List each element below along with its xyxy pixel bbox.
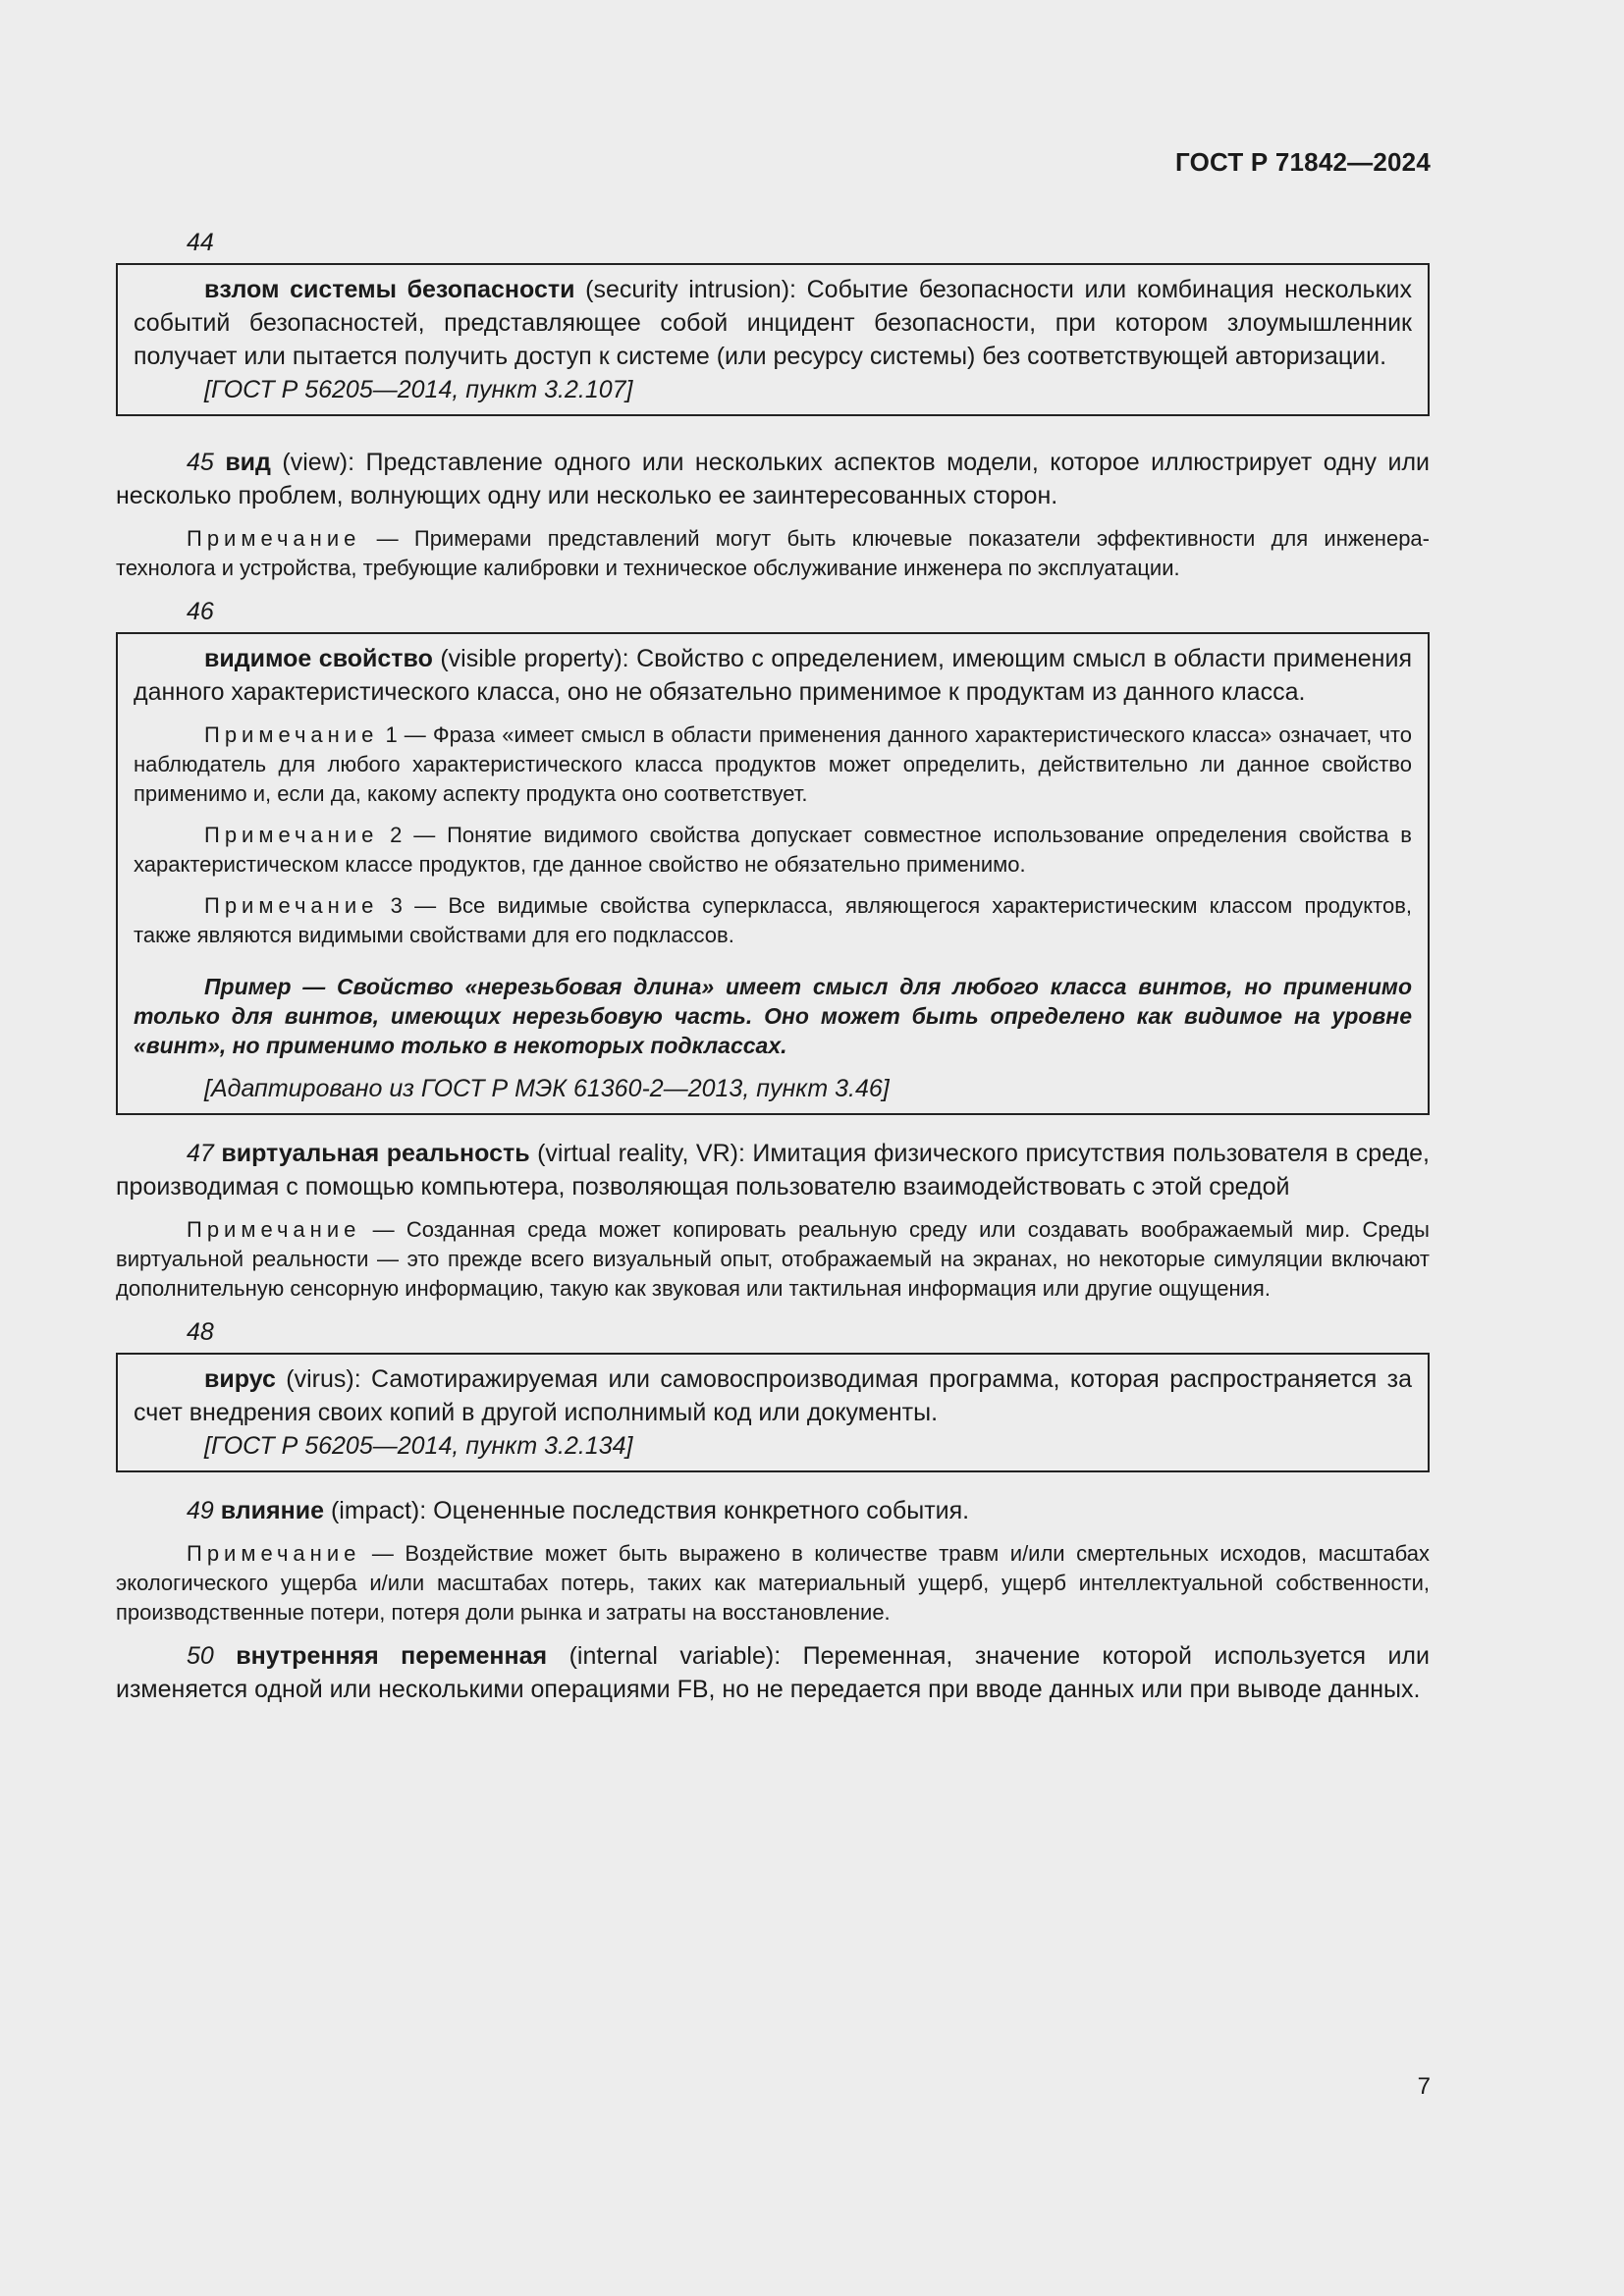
- entry-box-46: [116, 632, 1430, 1115]
- entry-source-46: [Адаптировано из ГОСТ Р МЭК 61360-2—2013, пункт 3.46]: [204, 1075, 890, 1102]
- entry-definition-46: видимое свойство (visible property): Свойство с определением, имеющим смысл в области применения данного характеристического класса, оно не обязательно применимое к продуктам из данного класса.: [134, 645, 1412, 706]
- term-50: внутренняя переменная: [236, 1642, 548, 1670]
- entry-note-49: Примечание — Воздействие может быть выражено в количестве травм и/или смертельных исходов, масштабах экологического ущерба и/или масштабах потерь, таких как материальный ущерб, ущерб интеллектуальной собственности, производственные потери, потеря доли рынка и затраты на восстановление.: [116, 1541, 1430, 1625]
- entry-definition-48: вирус (virus): Самотиражируемая или самовоспроизводимая программа, которая распространяется за счет внедрения своих копий в другой исполнимый код или документы.: [134, 1365, 1412, 1426]
- entry-number-44: 44: [187, 229, 214, 256]
- entry-number-47: 47: [187, 1140, 214, 1167]
- entry-definition-47: 47 виртуальная реальность (virtual reality, VR): Имитация физического присутствия пользователя в среде, производимая с помощью компьютера, позволяющая пользователю взаимодействовать с этой средой: [116, 1140, 1431, 1201]
- entry-box-48: [116, 1353, 1430, 1472]
- document-body: [116, 226, 1430, 1706]
- entry-note-46-3: Примечание 3 — Все видимые свойства суперкласса, являющегося характеристическим классом продуктов, также являются видимыми свойствами для его подклассов.: [134, 893, 1412, 947]
- term-46: видимое свойство: [204, 645, 433, 672]
- entry-example-46: Пример — Свойство «нерезьбовая длина» имеет смысл для любого класса винтов, но применимо только для винтов, имеющих нерезьбовую часть. Оно может быть определено как видимое на уровне «винт», но применимо только в некоторых подклассах.: [134, 974, 1412, 1058]
- entry-source-48: [ГОСТ Р 56205—2014, пункт 3.2.134]: [204, 1432, 633, 1460]
- entry-definition-49: 49 влияние (impact): Оцененные последствия конкретного события.: [187, 1497, 970, 1524]
- entry-note-46-2: Примечание 2 — Понятие видимого свойства допускает совместное использование определения свойства в характеристическом классе продуктов, где данное свойство не обязательно применимо.: [134, 823, 1412, 877]
- entry-number-49: 49: [187, 1497, 214, 1524]
- entry-note-46-1: Примечание 1 — Фраза «имеет смысл в области применения данного характеристического класса» означает, что наблюдатель для любого характеристического класса продуктов может определить, действительно ли данное свойство применимо и, если да, какому аспекту продукта оно соответствует.: [134, 722, 1412, 806]
- entry-source-44: [ГОСТ Р 56205—2014, пункт 3.2.107]: [204, 376, 633, 403]
- entry-note-47: Примечание — Созданная среда может копировать реальную среду или создавать воображаемый мир. Среды виртуальной реальности — это прежде всего визуальный опыт, отображаемый на экранах, но некоторые симуляции включают дополнительную сенсорную информацию, такую как звуковая или тактильная информация или другие ощущения.: [116, 1217, 1430, 1301]
- entry-number-48: 48: [187, 1318, 214, 1346]
- entry-box-44: [116, 263, 1430, 416]
- document-header: ГОСТ Р 71842—2024: [1175, 147, 1431, 177]
- entry-note-45: Примечание — Примерами представлений могут быть ключевые показатели эффективности для инженера-технолога и устройства, требующие калибровки и техническое обслуживание инженера по эксплуатации.: [116, 526, 1430, 580]
- entry-number-50: 50: [187, 1642, 214, 1670]
- term-48: вирус: [204, 1365, 276, 1393]
- entry-number-46: 46: [187, 598, 214, 625]
- page-number: 7: [1417, 2073, 1431, 2100]
- term-47: виртуальная реальность: [221, 1140, 530, 1167]
- entry-definition-50: 50 внутренняя переменная (internal variable): Переменная, значение которой используется или изменяется одной или несколькими операциями FB, но не передается при вводе данных или при выводе данных.: [116, 1642, 1430, 1703]
- term-49: влияние: [220, 1497, 325, 1524]
- term-45: вид: [225, 449, 271, 476]
- entry-definition-44: взлом системы безопасности (security intrusion): Событие безопасности или комбинация нескольких событий безопасностей, представляющее собой инцидент безопасности, при котором злоумышленник получает или пытается получить доступ к системе (или ресурсу системы) без соответствующей авторизации.: [134, 276, 1412, 370]
- entry-definition-45: 45 вид (view): Представление одного или нескольких аспектов модели, которое иллюстрирует одну или несколько проблем, волнующих одну или несколько ее заинтересованных сторон.: [116, 449, 1430, 509]
- entry-number-45: 45: [187, 449, 214, 476]
- term-44: взлом системы безопасности: [204, 276, 575, 303]
